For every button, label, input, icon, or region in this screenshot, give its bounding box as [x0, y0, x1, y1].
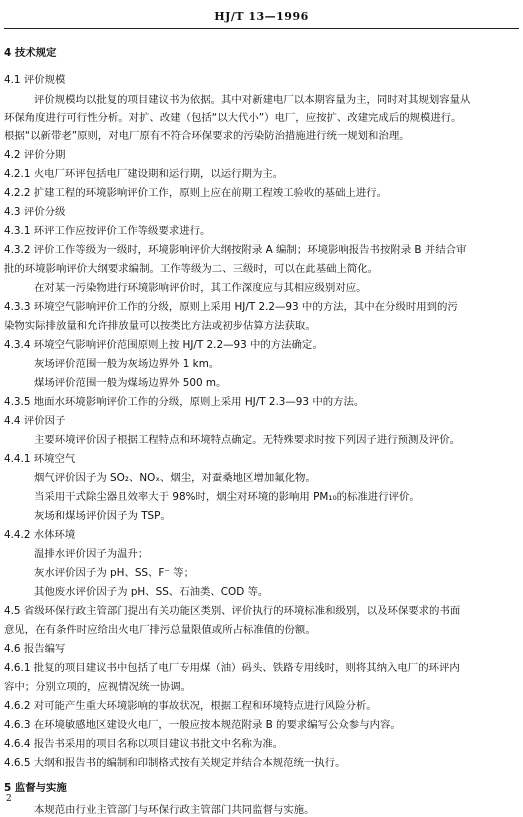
clause-4-4-2: 4.4.2 水体环境: [4, 529, 76, 541]
page-number: 2: [6, 794, 12, 804]
clause-4-2-1: 4.2.1 火电厂环评包括电厂建设期和运行期，以运行期为主。: [4, 168, 284, 180]
heading-4-3: 4.3 评价分级: [4, 206, 66, 218]
section-5-heading: 5 监督与实施: [4, 782, 67, 794]
clause-4-4-1: 4.4.1 环境空气: [4, 453, 76, 465]
clause-4-3-3: 4.3.3 环境空气影响评价工作的分级，原则上采用 HJ/T 2.2—93 中的方法，其中在分级时用到的污: [4, 301, 458, 313]
paragraph-line: 温排水评价因子为温升；: [34, 548, 149, 560]
clause-4-5: 4.5 省级环保行政主管部门提出有关功能区类别、评价执行的环境标准和级别，以及环保要求的书面: [4, 605, 461, 617]
paragraph-line: 批的环境影响评价大纲要求编制。工作等级为二、三级时，可以在此基础上简化。: [4, 263, 379, 275]
paragraph-line: 环保角度进行可行性分析。对扩、改建（包括“以大代小”）电厂，应按扩、改建完成后的规模进行。: [4, 112, 462, 124]
paragraph-line: 本规范由行业主管部门与环保行政主管部门共同监督与实施。: [34, 804, 315, 816]
header-rule: [4, 28, 519, 29]
paragraph-line: 评价规模均以批复的项目建议书为依据。其中对新建电厂以本期容量为主，同时对其规划容量从: [34, 94, 471, 106]
paragraph-line: 意见，在有条件时应给出火电厂排污总量限值或所占标准值的份额。: [4, 624, 316, 636]
heading-4-2: 4.2 评价分期: [4, 149, 66, 161]
section-4-heading: 4 技术规定: [4, 47, 57, 59]
paragraph-line: 灰场和煤场评价因子为 TSP。: [34, 510, 171, 522]
paragraph-line: 染物实际排放量和允许排放量可以按类比方法或初步估算方法获取。: [4, 320, 316, 332]
paragraph-line: 当采用干式除尘器且效率大于 98%时，烟尘对环境的影响用 PM₁₀的标准进行评价。: [34, 491, 420, 503]
paragraph-line: 其他废水评价因子为 pH、SS、石油类、COD 等。: [34, 586, 269, 598]
heading-4-1: 4.1 评价规模: [4, 74, 66, 86]
clause-4-3-2: 4.3.2 评价工作等级为一级时，环境影响评价大纲按附录 A 编制；环境影响报告书按附录 B 并结合审: [4, 244, 467, 256]
clause-4-2-2: 4.2.2 扩建工程的环境影响评价工作，原则上应在前期工程竣工验收的基础上进行。: [4, 187, 388, 199]
heading-4-6: 4.6 报告编写: [4, 643, 66, 655]
clause-4-6-4: 4.6.4 报告书采用的项目名称以项目建议书批文中名称为准。: [4, 738, 284, 750]
clause-4-3-1: 4.3.1 环评工作应按评价工作等级要求进行。: [4, 225, 211, 237]
heading-4-4: 4.4 评价因子: [4, 415, 66, 427]
paragraph-line: 在对某一污染物进行环境影响评价时，其工作深度应与其相应级别对应。: [34, 282, 367, 294]
paragraph-line: 容中；分别立项的，应视情况统一协调。: [4, 681, 192, 693]
clause-4-3-4: 4.3.4 环境空气影响评价范围原则上按 HJ/T 2.2—93 中的方法确定。: [4, 339, 323, 351]
paragraph-line: 灰场评价范围一般为灰场边界外 1 km。: [34, 358, 220, 370]
clause-4-6-1: 4.6.1 批复的项目建议书中包括了电厂专用煤（油）码头、铁路专用线时，则将其纳入电厂的环评内: [4, 662, 460, 674]
paragraph-line: 灰水评价因子为 pH、SS、F⁻ 等；: [34, 567, 194, 579]
clause-4-6-5: 4.6.5 大纲和报告书的编制和印制格式按有关规定并结合本规范统一执行。: [4, 757, 346, 769]
paragraph-line: 根据“以新带老”原则，对电厂原有不符合环保要求的污染防治措施进行统一规划和治理。: [4, 130, 410, 142]
page-header: HJ/T 13—1996: [214, 10, 309, 23]
paragraph-line: 煤场评价范围一般为煤场边界外 500 m。: [34, 377, 227, 389]
clause-4-3-5: 4.3.5 地面水环境影响评价工作的分级，原则上采用 HJ/T 2.3—93 中的方法。: [4, 396, 365, 408]
paragraph-line: 烟气评价因子为 SO₂、NOₓ、烟尘，对蚕桑地区增加氟化物。: [34, 472, 316, 484]
clause-4-6-2: 4.6.2 对可能产生重大环境影响的事故状况，根据工程和环境特点进行风险分析。: [4, 700, 377, 712]
clause-4-6-3: 4.6.3 在环境敏感地区建设火电厂，一般应按本规范附录 B 的要求编写公众参与内容。: [4, 719, 401, 731]
paragraph-line: 主要环境评价因子根据工程特点和环境特点确定。无特殊要求时按下列因子进行预测及评价。: [34, 434, 461, 446]
